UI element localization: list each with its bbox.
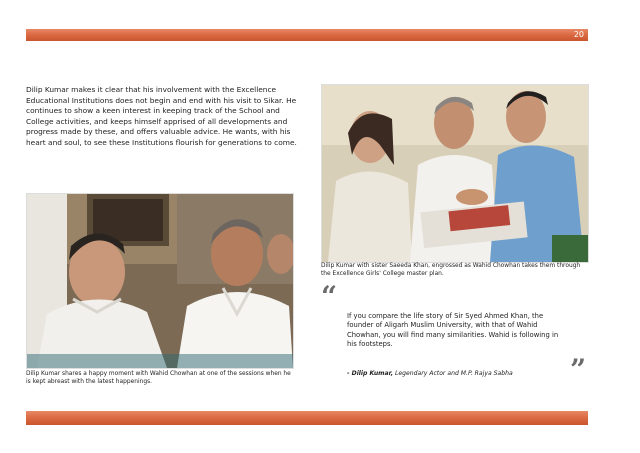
photo-dilip-wahid (26, 193, 294, 369)
photo-master-plan (321, 84, 589, 263)
photo-right-caption: Dilip Kumar with sister Saeeda Khan, engrossed as Wahid Chowhan takes them through the Excellence Girls' College master plan. (321, 263, 581, 277)
photo-master-plan-image (322, 85, 588, 262)
photo-dilip-wahid-image (27, 194, 293, 368)
close-quote-icon: ” (570, 353, 587, 386)
footer-band (26, 411, 588, 425)
quote-author: - Dilip Kumar, (347, 370, 394, 377)
quote-author-title: Legendary Actor and M.P. Rajya Sabha (393, 370, 513, 377)
photo-left-caption: Dilip Kumar shares a happy moment with Wahid Chowhan at one of the sessions when he is kept abreast with the latest happenings. (26, 371, 291, 385)
quote-attribution (347, 370, 577, 377)
header-band (26, 29, 588, 41)
quote-text: If you compare the life story of Sir Syed Ahmed Khan, the founder of Aligarh Muslim University, with that of Wahid Chowhan, you will find many similarities. Wahid is following in his footsteps. (347, 312, 559, 349)
open-quote-icon: “ (321, 280, 338, 313)
intro-paragraph: Dilip Kumar makes it clear that his involvement with the Excellence Educational Institutions does not begin and end with his visit to Sikar. He continues to show a keen interest in keeping track of the School and College activities, and keeps himself apprised of all developments and progress made by these, and offers valuable advice. He wants, with his heart and soul, to see these Institutions flourish for generations to come. (26, 85, 297, 147)
page-number: 20 (573, 30, 584, 39)
